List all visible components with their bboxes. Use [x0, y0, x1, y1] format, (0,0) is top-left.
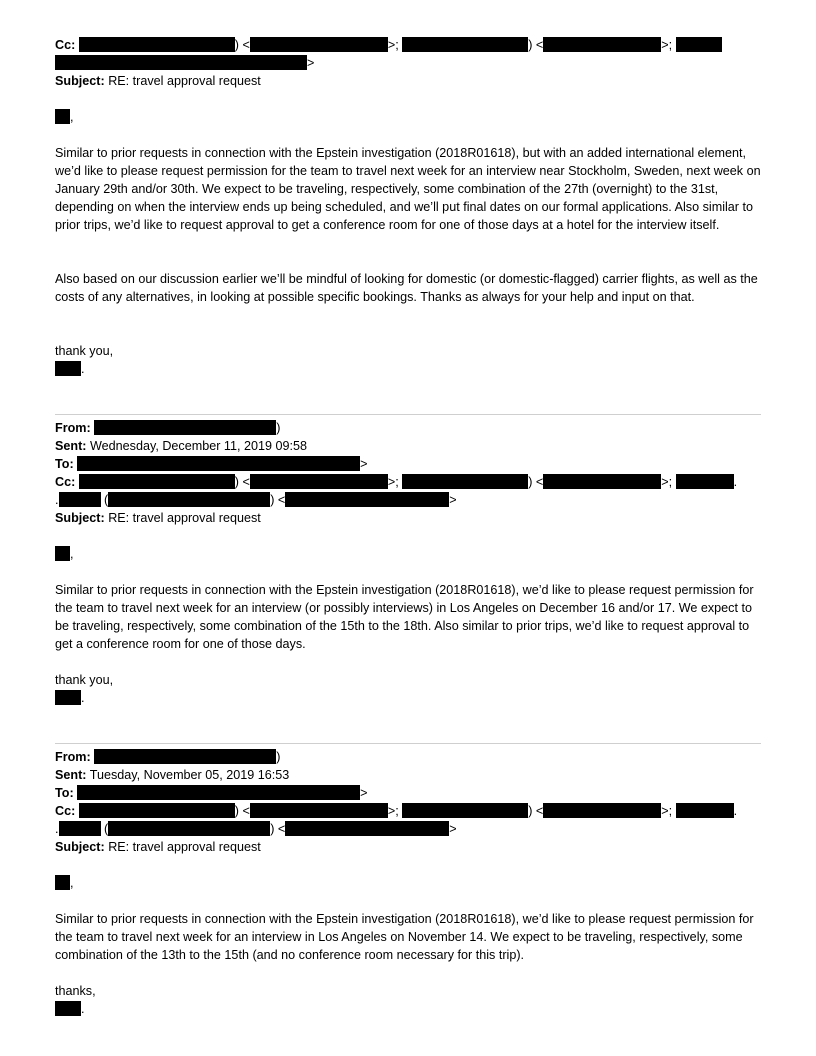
punct: ) < — [234, 804, 250, 818]
sent-line — [55, 766, 289, 784]
punct: > — [449, 493, 457, 507]
punct: > — [449, 822, 457, 836]
punct: . — [733, 475, 738, 489]
cc-line-cont — [55, 491, 457, 509]
punct: ) < — [234, 475, 250, 489]
cc-line — [55, 36, 722, 54]
subject-text: RE: travel approval request — [108, 74, 261, 88]
sent-label: Sent: — [55, 439, 87, 453]
punct: >; — [387, 475, 399, 489]
body-paragraph: Similar to prior requests in connection with the Epstein investigation (2018R01618), we’d like to please request permission for the team to travel next week for an interview (or possibly interviews) in Los Angeles on December 16 and/or 17. We expect to be traveling, respectively, some combination of the 15th to the 18th. Also similar to prior trips, we’d like to request approval to get a conference room for one of those days. — [55, 583, 754, 651]
cc-line-cont — [55, 54, 314, 72]
cc-line — [55, 473, 737, 491]
punct: ) — [276, 421, 281, 435]
redaction — [108, 821, 270, 836]
redaction — [676, 37, 722, 52]
punct: > — [360, 457, 368, 471]
punct: . — [81, 362, 85, 376]
redaction — [59, 821, 101, 836]
redaction — [77, 456, 360, 471]
subject-label: Subject: — [55, 840, 105, 854]
redaction — [402, 474, 528, 489]
redaction — [55, 690, 81, 705]
redaction — [77, 785, 360, 800]
from-line — [55, 419, 280, 437]
redaction — [676, 803, 734, 818]
cc-line — [55, 802, 737, 820]
redaction — [250, 474, 388, 489]
punct: >; — [661, 475, 673, 489]
redaction — [55, 109, 70, 124]
cc-label: Cc: — [55, 804, 76, 818]
body-paragraph: Similar to prior requests in connection with the Epstein investigation (2018R01618), we’d like to please request permission for the team to travel next week for an interview in Los Angeles on November 14. We expect to be traveling, respectively, some combination of the 13th to the 15th (and no conference room necessary for this trip). — [55, 912, 754, 962]
punct: >; — [661, 38, 673, 52]
to-line — [55, 455, 368, 473]
punct: > — [307, 56, 315, 70]
punct: ( — [104, 493, 109, 507]
separator — [55, 414, 761, 415]
closing: thank you, — [55, 344, 114, 358]
punct: ( — [104, 822, 109, 836]
signature — [55, 360, 85, 378]
from-label: From: — [55, 421, 91, 435]
redaction — [108, 492, 270, 507]
closing: thank you, — [55, 673, 114, 687]
punct: ) < — [270, 493, 286, 507]
redaction — [55, 875, 70, 890]
punct: , — [70, 547, 74, 561]
subject-label: Subject: — [55, 74, 105, 88]
punct: >; — [661, 804, 673, 818]
subject-line — [55, 72, 261, 90]
redaction — [79, 37, 235, 52]
punct: , — [70, 110, 74, 124]
punct: . — [733, 804, 738, 818]
redaction — [285, 821, 449, 836]
sent-date: Tuesday, November 05, 2019 16:53 — [89, 768, 290, 782]
redaction — [55, 361, 81, 376]
punct: >; — [387, 804, 399, 818]
subject-label: Subject: — [55, 511, 105, 525]
to-label: To: — [55, 457, 74, 471]
cc-label: Cc: — [55, 38, 76, 52]
punct: ) < — [528, 804, 544, 818]
from-label: From: — [55, 750, 91, 764]
separator — [55, 743, 761, 744]
redaction — [543, 37, 661, 52]
subject-line — [55, 838, 261, 856]
body-paragraph: Also based on our discussion earlier we’ll be mindful of looking for domestic (or domestic-flagged) carrier flights, as well as the costs of any alternatives, in looking at possible specific bookings. Thanks as always for your help and input on that. — [55, 272, 758, 304]
salutation — [55, 108, 74, 126]
redaction — [402, 803, 528, 818]
redaction — [250, 37, 388, 52]
signature — [55, 1000, 85, 1018]
sent-label: Sent: — [55, 768, 87, 782]
punct: > — [360, 786, 368, 800]
redaction — [402, 37, 528, 52]
salutation — [55, 545, 74, 563]
cc-label: Cc: — [55, 475, 76, 489]
redaction — [79, 474, 235, 489]
from-line — [55, 748, 280, 766]
redaction — [79, 803, 235, 818]
redaction — [55, 55, 307, 70]
subject-text: RE: travel approval request — [108, 840, 261, 854]
signature — [55, 689, 85, 707]
subject-line — [55, 509, 261, 527]
redaction — [543, 803, 661, 818]
redaction — [55, 546, 70, 561]
punct: , — [70, 876, 74, 890]
sent-date: Wednesday, December 11, 2019 09:58 — [89, 439, 308, 453]
punct: ) < — [528, 475, 544, 489]
punct: ) < — [270, 822, 286, 836]
redaction — [59, 492, 101, 507]
punct: ) < — [528, 38, 544, 52]
punct: . — [81, 1002, 85, 1016]
punct: . — [55, 822, 59, 836]
closing: thanks, — [55, 984, 96, 998]
redaction — [543, 474, 661, 489]
punct: >; — [387, 38, 399, 52]
punct: . — [81, 691, 85, 705]
sent-line — [55, 437, 307, 455]
punct: . — [55, 493, 59, 507]
redaction — [676, 474, 734, 489]
body-paragraph: Similar to prior requests in connection with the Epstein investigation (2018R01618), but with an added international element, we’d like to please request permission for the team to travel next week for an interview near Stockholm, Sweden, next week on January 29th and/or 30th. We expect to be traveling, respectively, some combination of the 27th (overnight) to the 31st, depending on when the interview ends up being scheduled, and we’ll put final dates on our formal applications. Also similar to prior trips, we’d like to request approval to get a conference room for one of those days at a hotel for the interview itself. — [55, 146, 761, 232]
to-label: To: — [55, 786, 74, 800]
to-line — [55, 784, 368, 802]
redaction — [94, 420, 276, 435]
redaction — [250, 803, 388, 818]
subject-text: RE: travel approval request — [108, 511, 261, 525]
redaction — [55, 1001, 81, 1016]
cc-line-cont — [55, 820, 457, 838]
salutation — [55, 874, 74, 892]
punct: ) < — [234, 38, 250, 52]
redaction — [285, 492, 449, 507]
punct: ) — [276, 750, 281, 764]
redaction — [94, 749, 276, 764]
